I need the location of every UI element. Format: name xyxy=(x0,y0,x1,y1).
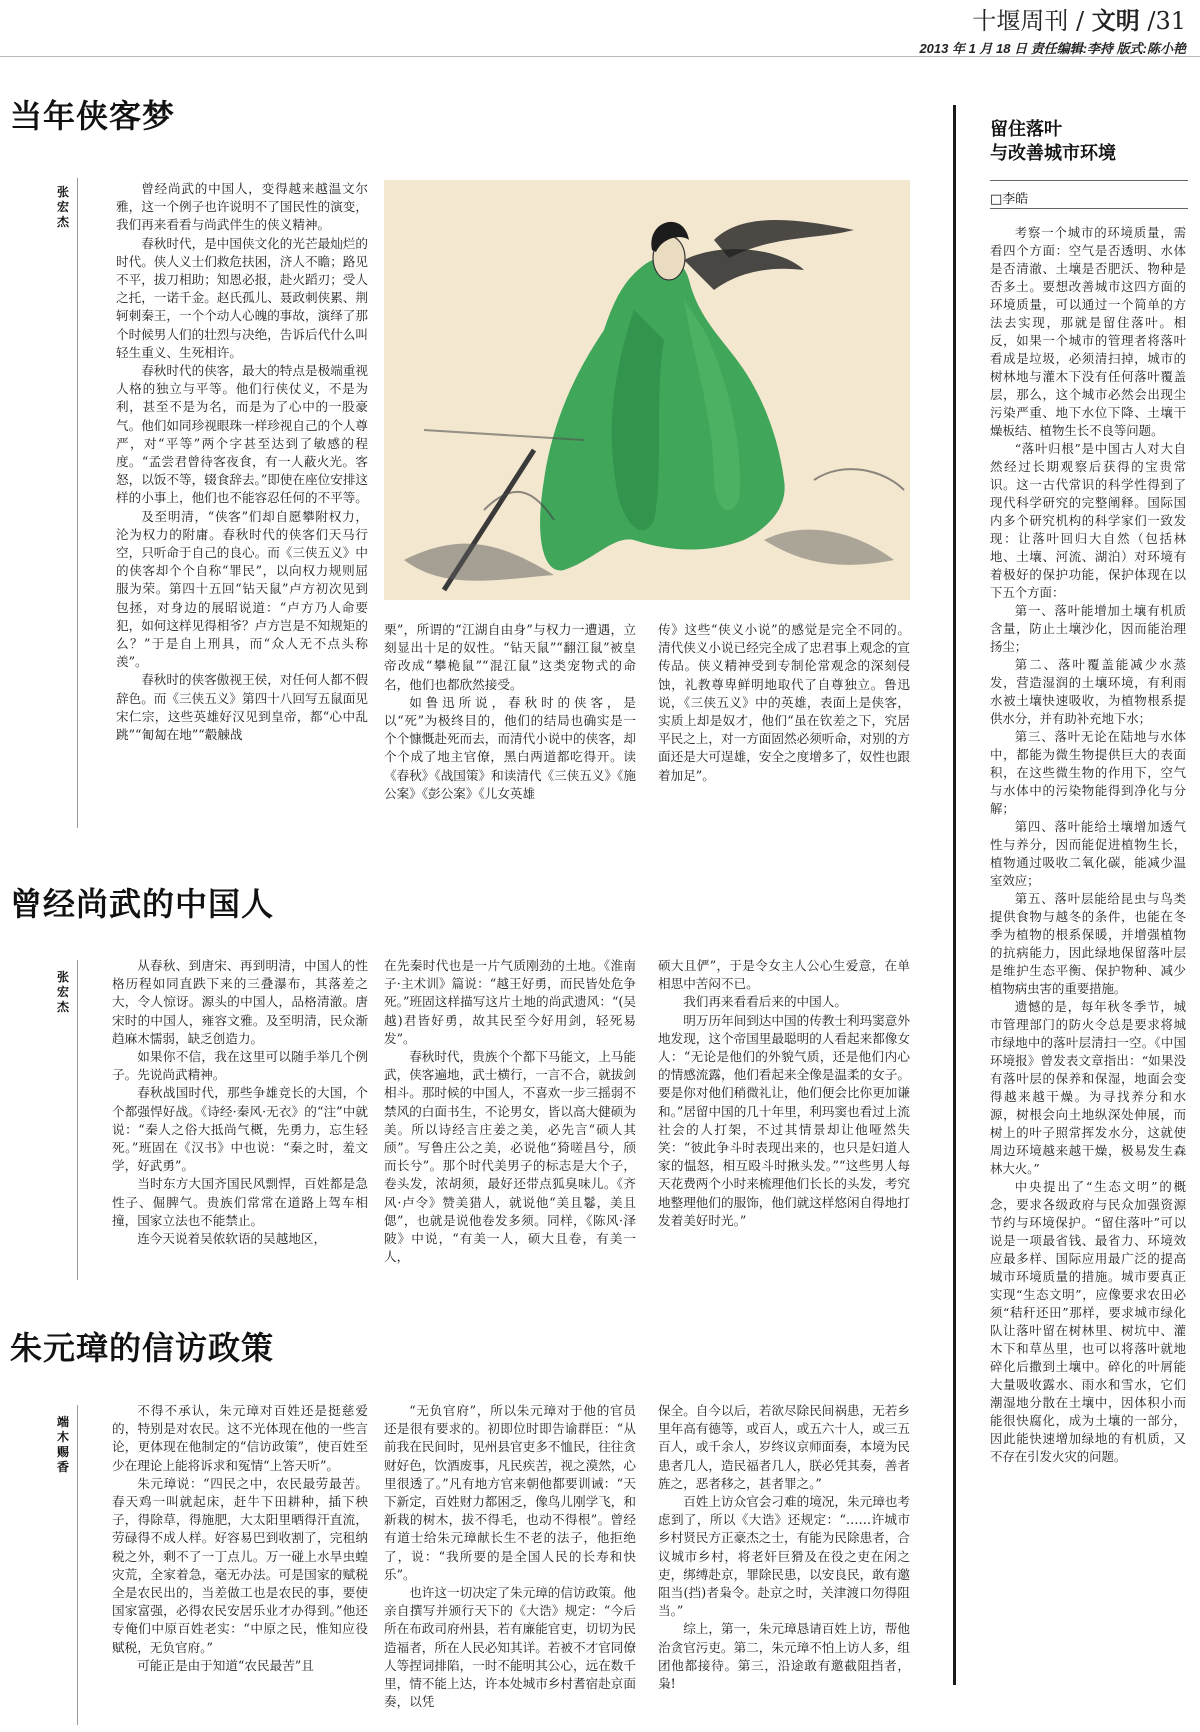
sidebar-separator-top xyxy=(990,180,1188,181)
article2-rule xyxy=(77,960,78,1280)
article3-col2: “无负官府”，所以朱元璋对于他的官员还是很有要求的。初即位时即告谕群臣：“从前我在民间时，见州县官吏多不恤民，往往贪财好色，饮酒废事，凡民疾苦，视之漠然，心里很透了。”凡有地方官来朝他都要训诫：“天下新定，百姓财力都困乏，像鸟儿刚学飞，和新栽的树木，拔不得毛，也动不得根”。曾经有道士给朱元璋献长生不老的法子，他拒绝了，说：“我所要的是全国人民的长寿和快乐”。 也许这一切决定了朱元璋的信访政策。他亲自撰写并颁行天下的《大诰》规定：“今后所在布政司府州县，若有廉能官吏，切切为民造福者，所在人民必知其详。若被不才官同僚人等捏词排陷，一时不能明其公心，远在数千里，情不能上达，许本处城市乡村耆宿赴京面奏，以凭 xyxy=(384,1403,636,1710)
sidebar-rule xyxy=(953,105,956,1685)
article3-author: 端木赐香 xyxy=(56,1415,69,1474)
article2-col3: 硕大且俨”，于是令女主人公心生爱意，在单相思中苦闷不已。 我们再来看看后来的中国人。 明万历年间到达中国的传教士利玛窦意外地发现，这个帝国里最聪明的人看起来都像女人：“无论是他们的外貌气质，还是他们内心的情感流露，他们看起来全像是温柔的女子。要是你对他们稍微礼让，他们便会比你更加谦和。”居留中国的几十年里，利玛窦也看过上流社会的人打架，不过其情景却让他哑然失笑：“彼此争斗时表现出来的，也只是妇道人家的愠怒，相互殴斗时揪头发。”“这些男人每天花费两个小时来梳理他们长长的头发，考究地整理他们的服饰，他们就这样悠闲自得地打发着美好时光。” xyxy=(658,958,910,1228)
masthead-slash: / xyxy=(1076,7,1085,35)
article3-col3: 保全。自今以后，若欲尽除民间祸患，无若乡里年高有德等，或百人，或五六十人，或三五百人，或千余人，岁终议京师面奏，本境为民患者几人，造民福者几人，朕必凭其奏，善者旌之，恶者移之，甚者罪之。” 百姓上访众官会刁难的境况，朱元璋也考虑到了，所以《大诰》还规定：“……许城市乡村贤民方正豪杰之士，有能为民除患者，合议城市乡村，将老奸巨猾及在役之吏在闲之吏，绑缚赴京，罪除民患，以安良民，敢有邀阻当(挡)者枭令。赴京之时，关津渡口勿得阻当。” 综上，第一，朱元璋恳请百姓上访，帮他治贪官污吏。第二，朱元璋不怕上访人多，组团他都接待。第三，沿途敢有邀截阻挡者，枭! xyxy=(658,1403,910,1692)
masthead xyxy=(919,6,1186,57)
sidebar-title-line1: 留住落叶 xyxy=(990,119,1062,140)
swordsman-painting xyxy=(384,180,910,600)
article2-author: 张宏杰 xyxy=(56,970,69,1014)
dateline: 2013 年 1 月 18 日 责任编辑:李持 版式:陈小艳 xyxy=(919,41,1186,56)
swordsman-illustration xyxy=(384,180,910,600)
article2-col2: 在先秦时代也是一片气质刚劲的土地。《淮南子·主术训》篇说：“越王好勇，而民皆处危争死。”班固这样描写这片土地的尚武遗风：“(吴越)君皆好勇，故其民至今好用剑，轻死易发”。 春秋时代，贵族个个都下马能文，上马能武，侠客遍地，武士横行，一言不合，就拔剑相斗。那时候的中国人，不喜欢一步三摇弱不禁风的白面书生，不论男女，皆以高大健硕为美。所以诗经言庄姜之美，必先言“硕人其颀”。写鲁庄公之美，必说他“猗嗟昌兮，颀而长兮”。那个时代美男子的标志是大个子，卷头发，浓胡须，最好还带点狐臭味儿。《齐风·卢令》赞美猎人，就说他“美且鬈，美且偲”，也就是说他卷发多须。同样，《陈风·泽陂》中说，“有美一人，硕大且卷，有美一人， xyxy=(384,958,636,1265)
article1-author: 张宏杰 xyxy=(56,185,69,229)
article3-col1: 不得不承认，朱元璋对百姓还是挺慈爱的，特别是对农民。这不光体现在他的一些言论，更体现在他制定的“信访政策”，使百姓至少在理论上能将诉求和冤情“上答天听”。 朱元璋说：“四民之中，农民最劳最苦。春天鸡一叫就起床，赶牛下田耕种，插下秧子，得除草，得施肥，大太阳里晒得汗直流，劳碌得不成人样。好容易巴到收割了，完租纳税之外，剩不了一丁点儿。万一碰上水旱虫蝗灾荒，全家着急，毫无办法。可是国家的赋税全是农民出的，当差做工也是农民的事，要使国家富强，必得农民安居乐业才办得到。”他还专俺们中原百姓老实：“中原之民，惟知应役赋税，无负官府。” 可能正是由于知道“农民最苦”且 xyxy=(112,1403,368,1673)
article3-rule xyxy=(77,1405,78,1725)
article3-title: 朱元璋的信访政策 xyxy=(10,1329,275,1367)
paper-name: 十堰周刊 xyxy=(972,7,1069,35)
sidebar-body: 考察一个城市的环境质量，需看四个方面：空气是否透明、水体是否清澈、土壤是否肥沃、物种是否多土。要想改善城市这四方面的环境质量，可以通过一个简单的方法去实现，那就是留住落叶。相反，如果一个城市的管理者将落叶看成是垃圾，必须清扫掉，城市的树林地与灌木下没有任何落叶覆盖层，那么，这个城市必然会出现尘污染严重、地下水位下降、土壤干燥板结、植物生长不良等问题。 “落叶归根”是中国古人对大自然经过长期观察后获得的宝贵常识。这一古代常识的科学性得到了现代科学研究的完整阐释。国际国内多个研究机构的科学家们一致发现：让落叶回归大自然（包括林地、土壤、河流、湖泊）对环境有着极好的保护功能，保护体现在以下五个方面： 第一、落叶能增加土壤有机质含量，防止土壤沙化，因而能治理扬尘； 第二、落叶覆盖能减少水蒸发，营造湿润的土壤环境，有利雨水被土壤快速吸收，为植物根系提供水分，并有助补充地下水； 第三、落叶无论在陆地与水体中，都能为微生物提供巨大的表面积，在这些微生物的作用下，空气与水体中的污染物能得到净化与分解； 第四、落叶能给土壤增加透气性与养分，因而能促进植物生长，植物通过吸收二氧化碳，能减少温室效应； 第五、落叶层能给昆虫与鸟类提供食物与越冬的条件，也能在冬季为植物的根系保暖，并增强植物的抗病能力，因此绿地保留落叶层是维护生态平衡、保护物种、减少植物病虫害的重要措施。 遗憾的是，每年秋冬季节，城市管理部门的防火令总是要求将城市绿地中的落叶层清扫一空。《中国环境报》曾发表文章指出：“如果没有落叶层的保养和保湿，地面会变得越来越干燥。为寻找养分和水源，树根会向土地纵深处伸展，而树上的叶子照常挥发水分，这就使周边环境越来越干燥，极易发生森林大火。” 中央提出了“生态文明”的概念，要求各级政府与民众加强资源节约与环境保护。“留住落叶”可以说是一项最省钱、最省力、环境效应最多样、国际应用最广泛的提高城市环境质量的措施。城市要真正实现“生态文明”，应像要求农田必须“秸秆还田”那样，要求城市绿化队让落叶留在树林里、树坑中、灌木下和草丛里，也可以将落叶就地碎化后撒到土壤中。碎化的叶屑能大量吸收露水、雨水和雪水，它们潮湿地分散在土壤中，因体积小而能很快腐化，成为土壤的一部分，因此能快速增加绿地的有机质，又不存在引发火灾的问题。 xyxy=(990,225,1186,1464)
article2-title: 曾经尚武的中国人 xyxy=(10,885,275,923)
sidebar-separator-bottom xyxy=(990,208,1188,209)
top-divider xyxy=(0,56,1200,57)
article1-col1: 曾经尚武的中国人，变得越来越温文尔雅，这一个例子也许说明不了国民性的演变，我们再来看看与尚武伴生的侠义精神。 春秋时代，是中国侠文化的光芒最灿烂的时代。侠人义士们救危扶困，济人不瞻；路见不平，拔刀相助；知恩必报，赴火蹈刃；受人之托，一诺千金。赵氏孤儿、聂政刺侠累、荆轲刺秦王，一个个动人心魄的事故，演绎了那个时候男人们的壮烈与决绝，告诉后代什么叫轻生重义、生死相许。 春秋时代的侠客，最大的特点是极端重视人格的独立与平等。他们行侠仗义，不是为利，甚至不是为名，而是为了心中的一股豪气。他们如同珍视眼珠一样珍视自己的个人尊严，对“平等”两个字甚至达到了敏感的程度。“孟尝君曾待客夜食，有一人蔽火光。客怒，以饭不等，辍食辞去。”即使在座位安排这样的小事上，他们也不能容忍任何的不平等。 及至明清，“侠客”们却自愿攀附权力，沦为权力的附庸。春秋时代的侠客们天马行空，只听命于自己的良心。而《三侠五义》中的侠客却个个自称“罪民”，以向权力规则屈服为荣。第四十五回“钻天鼠”卢方初次见到包拯，对身边的展昭说道：“卢方乃人命要犯，如何这样见得相爷？卢方岂是不知规矩的么？”于是自上刑具，而“众人无不点头称羡”。 春秋时的侠客傲视王侯，对任何人都不假辞色。而《三侠五义》第四十八回写五鼠面见宋仁宗，这些英雄好汉见到皇帝，都“心中乱跳”“匍匐在地”“觳觫战 xyxy=(116,181,368,743)
masthead-title xyxy=(919,6,1186,36)
section-name: 文明 xyxy=(1091,6,1140,35)
sidebar-title-line2: 与改善城市环境 xyxy=(990,143,1116,164)
sidebar-author: □李皓 xyxy=(990,192,1029,207)
page-number: /31 xyxy=(1147,7,1186,35)
sidebar-header xyxy=(990,118,1190,166)
article1-rule xyxy=(77,178,78,828)
article1-col3: 传》这些“侠义小说”的感觉是完全不同的。清代侠义小说已经完全成了忠君事上观念的宣传品。侠义精神受到专制伦常观念的深刻侵蚀，礼教尊卑鲜明地取代了自尊独立。鲁迅说，《三侠五义》中的英雄，表面上是侠客，实质上却是奴才，他们“虽在钦差之下，究居平民之上，对一方面固然必须听命，对别的方面还是大可逞雄，安全之度增多了，奴性也跟着加足”。 xyxy=(658,622,910,783)
article1-title: 当年侠客梦 xyxy=(10,97,176,135)
article2-col1: 从春秋、到唐宋、再到明清，中国人的性格历程如同直跌下来的三叠瀑布，其落差之大，令人惊讶。源头的中国人，品格清澈。唐宋时的中国人，雍容文雅。及至明清，民众渐趋麻木懦弱，缺乏创造力。 如果你不信，我在这里可以随手举几个例子。先说尚武精神。 春秋战国时代，那些争雄竞长的大国，个个都强悍好战。《诗经·秦风·无衣》的“注”中就说：“秦人之俗大抵尚气概，先勇力，忘生轻死。”班固在《汉书》中也说：“秦之时，羞文学，好武勇”。 当时东方大国齐国民风剽悍，百姓都是急性子、倔脾气。贵族们常常在道路上驾车相撞，国家立法也不能禁止。 连今天说着吴侬软语的吴越地区， xyxy=(112,958,368,1247)
article1-col2: 栗”，所谓的“江湖自由身”与权力一遭遇，立刻显出十足的奴性。“钻天鼠”“翻江鼠”被皇帝改成“攀桅鼠”“混江鼠”这类宠物式的命名，他们也都欣然接受。 如鲁迅所说，春秋时的侠客，是以“死”为极终目的，他们的结局也确实是一个个慷慨赴死而去，而清代小说中的侠客，却个个成了地主官僚，黑白两道都吃得开。读《春秋》《战国策》和读清代《三侠五义》《施公案》《彭公案》《儿女英雄 xyxy=(384,622,636,801)
